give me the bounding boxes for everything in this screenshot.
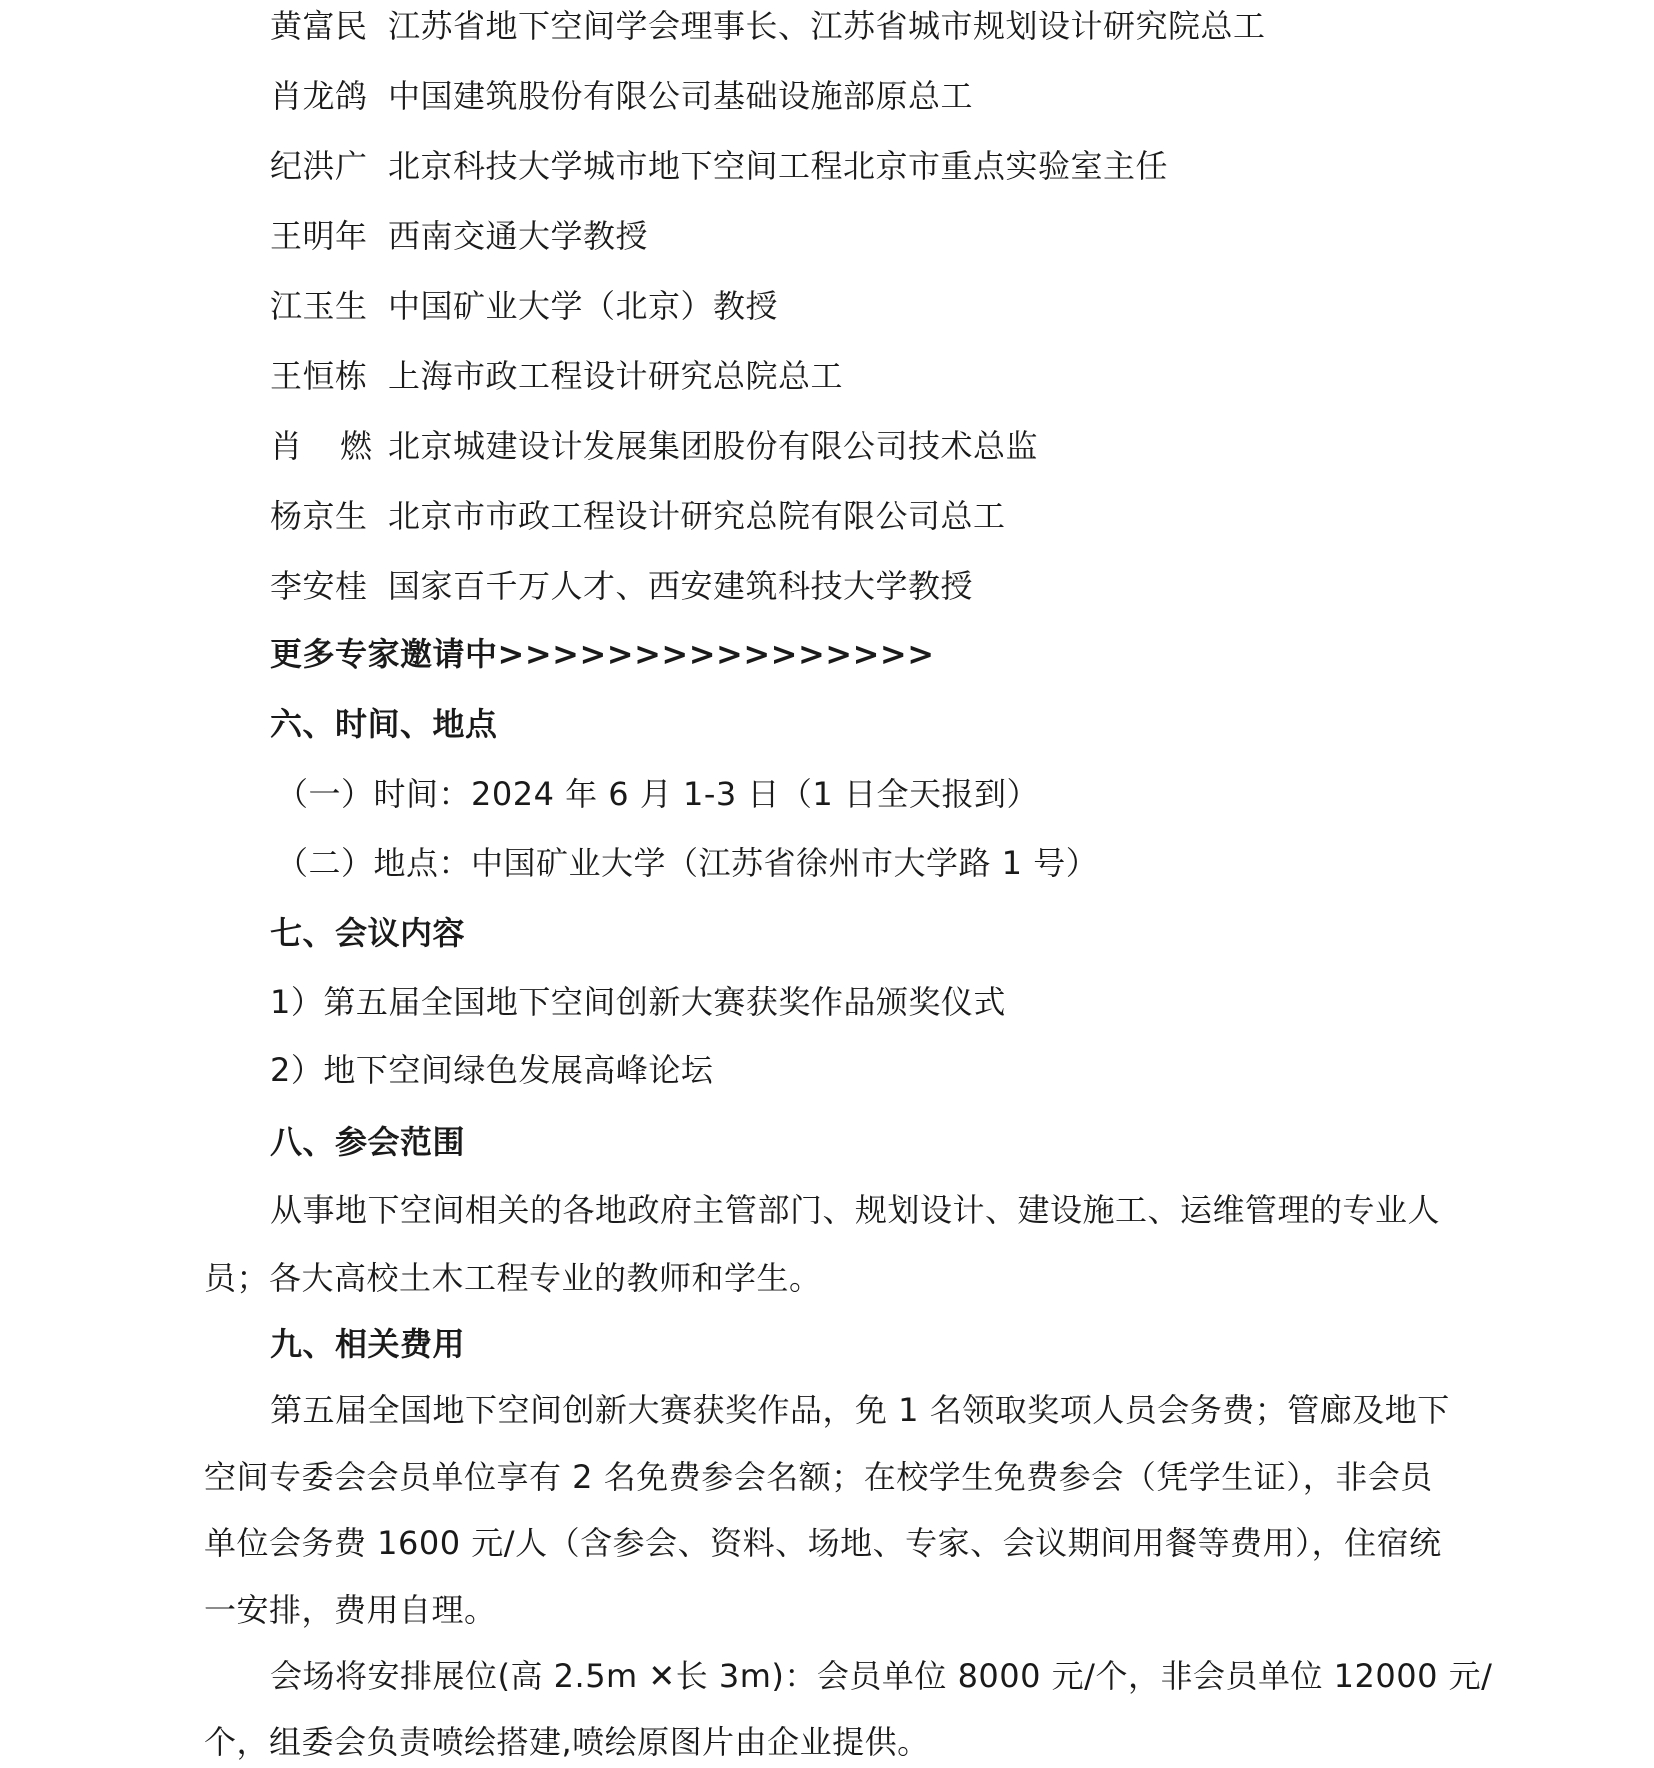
- expert-row: [270, 216, 648, 256]
- expert-row: [270, 426, 1038, 466]
- expert-row: [270, 356, 843, 396]
- expert-role: 西南交通大学教授: [388, 217, 649, 255]
- meeting-place: （二）地点：中国矿业大学（江苏省徐州市大学路 1 号）: [276, 844, 1099, 882]
- expert-role: 北京科技大学城市地下空间工程北京市重点实验室主任: [388, 147, 1169, 185]
- paragraph-line: 单位会务费 1600 元/人（含参会、资料、场地、专家、会议期间用餐等费用），住宿统: [204, 1524, 1442, 1562]
- paragraph-line: 第五届全国地下空间创新大赛获奖作品，免 1 名领取奖项人员会务费；管廊及地下: [270, 1391, 1450, 1429]
- expert-name: 肖燃: [270, 427, 411, 465]
- section-heading: 六、时间、地点: [270, 705, 498, 743]
- expert-name: 李安桂: [270, 567, 368, 605]
- agenda-item: 2）地下空间绿色发展高峰论坛: [270, 1051, 714, 1089]
- expert-name: 王恒栋: [270, 357, 368, 395]
- expert-name: 杨京生: [270, 497, 368, 535]
- expert-row: [270, 76, 973, 116]
- expert-row: [270, 566, 973, 606]
- more-experts-text: 更多专家邀请中>>>>>>>>>>>>>>>>: [270, 635, 935, 673]
- expert-role: 国家百千万人才、西安建筑科技大学教授: [388, 567, 974, 605]
- expert-role: 北京城建设计发展集团股份有限公司技术总监: [388, 427, 1039, 465]
- section-heading: 七、会议内容: [270, 914, 466, 952]
- paragraph-line: 员；各大高校土木工程专业的教师和学生。: [204, 1259, 822, 1297]
- paragraph-line: 会场将安排展位(高 2.5m ✕长 3m)：会员单位 8000 元/个，非会员单位 12000 元/: [270, 1657, 1493, 1695]
- expert-name: 王明年: [270, 217, 368, 255]
- paragraph-line: 空间专委会会员单位享有 2 名免费参会名额；在校学生免费参会（凭学生证），非会员: [204, 1458, 1433, 1496]
- expert-name: 纪洪广: [270, 147, 368, 185]
- agenda-item: 1）第五届全国地下空间创新大赛获奖作品颁奖仪式: [270, 983, 1006, 1021]
- expert-role: 上海市政工程设计研究总院总工: [388, 357, 844, 395]
- expert-role: 江苏省地下空间学会理事长、江苏省城市规划设计研究院总工: [388, 7, 1266, 45]
- expert-row: [270, 146, 1168, 186]
- expert-row: [270, 6, 1266, 46]
- expert-name: 肖龙鸽: [270, 77, 368, 115]
- paragraph-line: 从事地下空间相关的各地政府主管部门、规划设计、建设施工、运维管理的专业人: [270, 1191, 1441, 1229]
- paragraph-line: 个，组委会负责喷绘搭建,喷绘原图片由企业提供。: [204, 1723, 930, 1761]
- expert-name: 江玉生: [270, 287, 368, 325]
- expert-row: [270, 286, 778, 326]
- meeting-time: （一）时间：2024 年 6 月 1-3 日（1 日全天报到）: [276, 775, 1039, 813]
- paragraph-line: 一安排，费用自理。: [204, 1591, 497, 1629]
- expert-role: 中国矿业大学（北京）教授: [388, 287, 779, 325]
- section-heading: 八、参会范围: [270, 1123, 466, 1161]
- expert-name: 黄富民: [270, 7, 368, 45]
- expert-row: [270, 496, 1006, 536]
- expert-role: 北京市市政工程设计研究总院有限公司总工: [388, 497, 1006, 535]
- expert-role: 中国建筑股份有限公司基础设施部原总工: [388, 77, 974, 115]
- section-heading: 九、相关费用: [270, 1325, 466, 1363]
